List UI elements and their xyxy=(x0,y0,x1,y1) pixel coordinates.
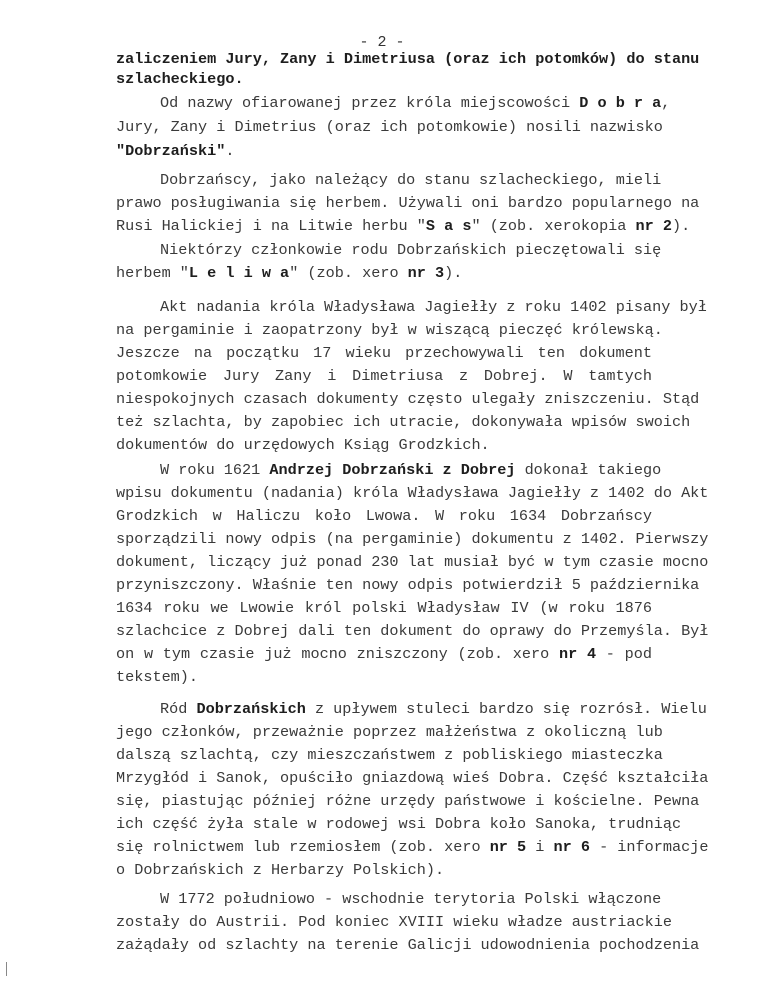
text-line: Dobrzańscy, jako należący do stanu szlacheckiego, mieli xyxy=(160,171,662,189)
text-line: W 1772 południowo - wschodnie terytoria Polski włączone xyxy=(160,890,662,908)
bold-text: D o b r a xyxy=(579,94,662,112)
text-line: dokumentów do urzędowych Ksiąg Grodzkich. xyxy=(116,436,490,454)
text-line: potomkowie Jury Zany i Dimetriusa z Dobrej. W tamtych xyxy=(116,367,652,385)
text-line: niespokojnych czasach dokumenty często ulegały zniszczeniu. Stąd xyxy=(116,390,700,408)
text-line: zażądały od szlachty na terenie Galicji udowodnienia pochodzenia xyxy=(116,936,700,954)
bold-text: Dobrzańskich xyxy=(196,700,306,718)
bleed-through xyxy=(420,582,427,596)
text-line: Jeszcze na początku 17 wieku przechowywali ten dokument xyxy=(116,344,652,362)
text-line: Rusi Halickiej i na Litwie herbu "S a s" (zob. xerokopia nr 2). xyxy=(116,217,691,235)
page-number: - 2 - xyxy=(359,34,405,51)
bold-text: nr 4 xyxy=(559,645,597,663)
bold-text: nr 6 xyxy=(553,838,590,856)
bold-text: L e l i w a xyxy=(188,264,290,282)
bold-text: S a s xyxy=(425,217,472,235)
text-line: Mrzygłód i Sanok, opuściło gniazdową wieś Dobra. Część kształciła xyxy=(116,769,709,787)
text-line: jego członków, przeważnie poprzez małżeństwa z okoliczną lub xyxy=(116,723,663,741)
text-line: dokument, liczący już ponad 230 lat musiał być w tym czasie mocno xyxy=(116,553,709,571)
text-line xyxy=(116,49,700,69)
text-line: też szlachta, by zapobiec ich utracie, dokonywała wpisów swoich xyxy=(116,413,691,431)
text-line: prawo posługiwania się herbem. Używali oni bardzo popularnego na xyxy=(116,194,700,212)
bold-text: nr 3 xyxy=(407,264,445,282)
text-line: Jury, Zany i Dimetrius (oraz ich potomkowie) nosili nazwisko xyxy=(116,118,663,136)
text-line: Akt nadania króla Władysława Jagiełły z roku 1402 pisany był xyxy=(160,298,707,316)
scan-mark xyxy=(6,962,7,976)
text-line: o Dobrzańskich z Herbarzy Polskich). xyxy=(116,861,445,879)
bold-text: "Dobrzański" xyxy=(116,142,226,160)
text-line: Od nazwy ofiarowanej przez króla miejscowości D o b r a, xyxy=(160,94,671,112)
text-line: W roku 1621 Andrzej Dobrzański z Dobrej dokonał takiego xyxy=(160,461,662,479)
text-line: Grodzkich w Haliczu koło Lwowa. W roku 1634 Dobrzańscy xyxy=(116,507,652,525)
bold-text: nr 5 xyxy=(489,838,527,856)
text-line: "Dobrzański". xyxy=(116,142,235,160)
text-line: przyniszczony. Właśnie ten nowy odpis potwierdził 5 października xyxy=(116,576,700,594)
text-line: na pergaminie i zaopatrzony był w wiszącą pieczęć królewską. xyxy=(116,321,663,339)
text-line: tekstem). xyxy=(116,668,199,686)
text-line: sporządzili nowy odpis (na pergaminie) dokumentu z 1402. Pierwszy xyxy=(116,530,709,548)
bold-text: zaliczeniem Jury, Zany i Dimetriusa (oraz ich potomków) do stanu xyxy=(116,50,700,68)
text-line: Niektórzy członkowie rodu Dobrzańskich pieczętowali się xyxy=(160,241,662,259)
text-line: Ród Dobrzańskich z upływem stuleci bardzo się rozrósł. Wielu xyxy=(160,700,707,718)
text-line: on w tym czasie już mocno zniszczony (zob. xero nr 4 - pod xyxy=(116,645,652,663)
text-line: herbem "L e l i w a" (zob. xero nr 3). xyxy=(116,264,463,282)
text-line: dalszą szlachtą, czy mieszczaństwem z pobliskiego miasteczka xyxy=(116,746,663,764)
bold-text: nr 2 xyxy=(635,217,672,235)
text-line: szlachcice z Dobrej dali ten dokument do oprawy do Przemyśla. Był xyxy=(116,622,709,640)
text-line: zostały do Austrii. Pod koniec XVIII wieku władze austriackie xyxy=(116,913,672,931)
text-line: ich część żyła stale w rodowej wsi Dobra koło Sanoka, trudniąc xyxy=(116,815,682,833)
text-line xyxy=(116,69,652,89)
bold-text: szlacheckiego. xyxy=(116,70,244,88)
text-line: 1634 roku we Lwowie król polski Władysław IV (w roku 1876 xyxy=(116,599,652,617)
text-line: wpisu dokumentu (nadania) króla Władysława Jagiełły z 1402 do Akt xyxy=(116,484,709,502)
text-line: się, piastując później różne urzędy państwowe i kościelne. Pewna xyxy=(116,792,700,810)
bold-text: Andrzej Dobrzański z Dobrej xyxy=(269,461,516,479)
text-line: się rolnictwem lub rzemiosłem (zob. xero nr 5 i nr 6 - informacje xyxy=(116,838,709,856)
